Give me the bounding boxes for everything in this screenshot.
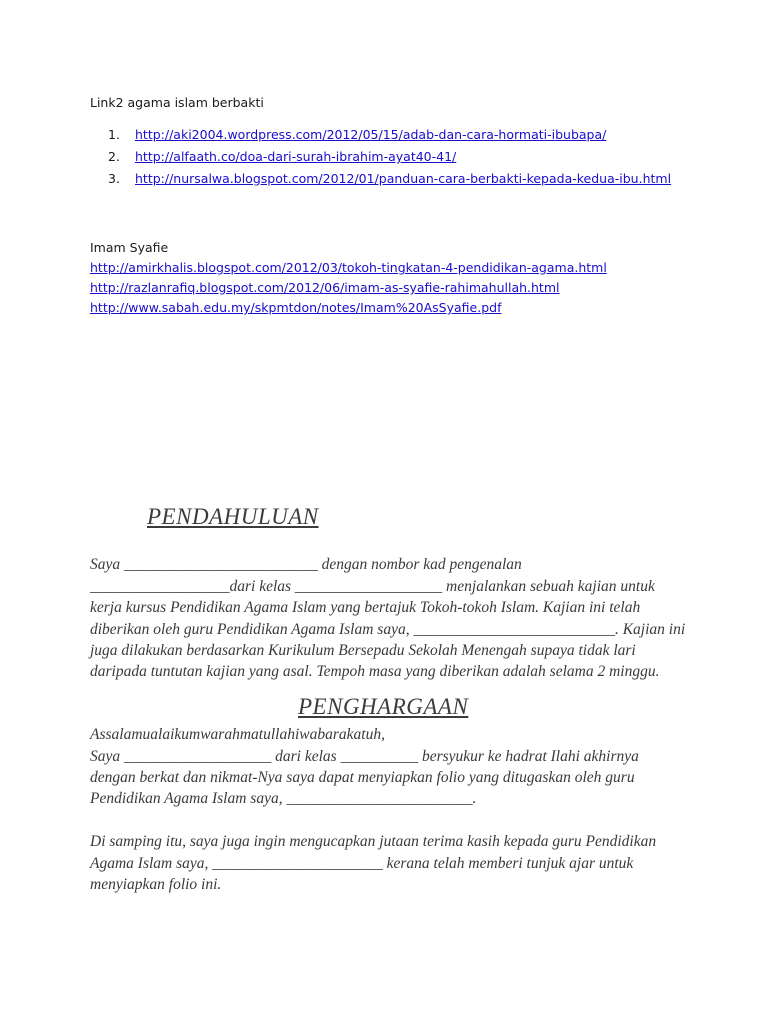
- pendahuluan-line: daripada tuntutan kajian yang asal. Tempoh masa yang diberikan adalah selama 2 minggu.: [90, 663, 660, 680]
- list-number: 1.: [108, 127, 120, 142]
- list-number: 3.: [108, 171, 120, 186]
- link-adab-ibubapa[interactable]: http://aki2004.wordpress.com/2012/05/15/adab-dan-cara-hormati-ibubapa/: [135, 127, 607, 142]
- penghargaan-line: Assalamualaikumwarahmatullahiwabarakatuh,: [90, 726, 385, 743]
- links-section-title: Link2 agama islam berbakti: [90, 95, 264, 110]
- link-sabah-pdf[interactable]: http://www.sabah.edu.my/skpmtdon/notes/Imam%20AsSyafie.pdf: [90, 300, 502, 315]
- penghargaan-line: Saya ___________________ dari kelas __________ bersyukur ke hadrat Ilahi akhirnya: [90, 748, 639, 765]
- penghargaan-line: dengan berkat dan nikmat-Nya saya dapat menyiapkan folio yang ditugaskan oleh guru: [90, 769, 635, 786]
- pendahuluan-line: diberikan oleh guru Pendidikan Agama Islam saya, __________________________. Kajian ini: [90, 621, 686, 638]
- pendahuluan-heading: PENDAHULUAN: [147, 504, 319, 529]
- list-number: 2.: [108, 149, 120, 164]
- link-panduan-berbakti[interactable]: http://nursalwa.blogspot.com/2012/01/panduan-cara-berbakti-kepada-kedua-ibu.html: [135, 171, 672, 186]
- link-doa-surah-ibrahim[interactable]: http://alfaath.co/doa-dari-surah-ibrahim-ayat40-41/: [135, 149, 457, 164]
- penghargaan-heading: PENGHARGAAN: [298, 694, 469, 719]
- link-imam-as-syafie[interactable]: http://razlanrafiq.blogspot.com/2012/06/imam-as-syafie-rahimahullah.html: [90, 280, 560, 295]
- link-tokoh-tingkatan[interactable]: http://amirkhalis.blogspot.com/2012/03/tokoh-tingkatan-4-pendidikan-agama.html: [90, 260, 607, 275]
- penghargaan-line: Agama Islam saya, ______________________ kerana telah memberi tunjuk ajar untuk: [90, 855, 634, 872]
- penghargaan-line: Pendidikan Agama Islam saya, ________________________.: [90, 790, 477, 807]
- pendahuluan-line: __________________dari kelas ___________________ menjalankan sebuah kajian untuk: [90, 578, 655, 595]
- pendahuluan-line: juga dilakukan berdasarkan Kurikulum Bersepadu Sekolah Menengah supaya tidak lari: [90, 642, 636, 659]
- pendahuluan-line: Saya _________________________ dengan nombor kad pengenalan: [90, 556, 522, 573]
- imam-section-title: Imam Syafie: [90, 240, 169, 255]
- penghargaan-line: Di samping itu, saya juga ingin mengucapkan jutaan terima kasih kepada guru Pendidikan: [90, 833, 657, 850]
- pendahuluan-line: kerja kursus Pendidikan Agama Islam yang bertajuk Tokoh-tokoh Islam. Kajian ini telah: [90, 599, 641, 616]
- penghargaan-line: menyiapkan folio ini.: [90, 876, 222, 893]
